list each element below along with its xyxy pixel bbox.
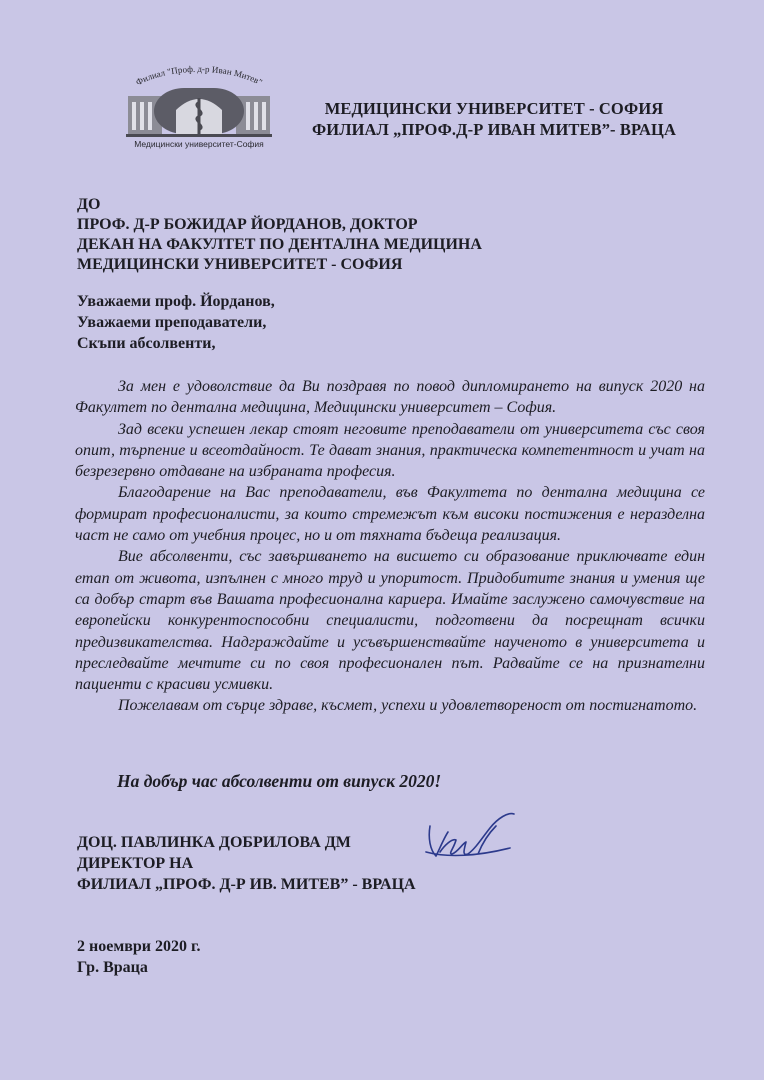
letter-body bbox=[75, 376, 705, 717]
logo-arc-text: Филиал "Проф. д-р Иван Митев" bbox=[134, 63, 265, 88]
body-paragraph-2: Зад всеки успешен лекар стоят неговите преподаватели от университета със своя опит, търпение и всеотдайност. Те дават знания, практическа компетентност и учат на безрезервно отдаване на избраната професия. bbox=[75, 420, 705, 481]
body-paragraph-5: Пожелавам от сърце здраве, късмет, успехи и удовлетвореност от постигнатото. bbox=[118, 697, 698, 715]
body-paragraph-3: Благодарение на Вас преподаватели, във Факултета по дентална медицина се формират професионалисти, за които стремежът към високи постижения е неразделна част не само от учебния процес, но и от тяхната бъдеща реализация. bbox=[75, 484, 705, 545]
addressee-to: ДО bbox=[77, 196, 101, 213]
letter-date: 2 ноември 2020 г. bbox=[77, 938, 201, 955]
letter-place: Гр. Враца bbox=[77, 959, 148, 976]
institution-logo bbox=[106, 58, 292, 150]
institution-header bbox=[292, 98, 696, 140]
addressee-line-2: ДЕКАН НА ФАКУЛТЕТ ПО ДЕНТАЛНА МЕДИЦИНА bbox=[77, 236, 482, 253]
salutation-line-3: Скъпи абсолвенти, bbox=[77, 335, 216, 352]
signatory-name: ДОЦ. ПАВЛИНКА ДОБРИЛОВА ДМ bbox=[77, 834, 351, 851]
logo-bottom-text: Медицински университет-София bbox=[134, 139, 264, 149]
closing-wish: На добър час абсолвенти от випуск 2020! bbox=[117, 771, 442, 791]
salutation-block bbox=[77, 291, 275, 354]
header-line-2: ФИЛИАЛ „ПРОФ.Д-Р ИВАН МИТЕВ”- ВРАЦА bbox=[311, 120, 677, 139]
addressee-block bbox=[77, 195, 482, 275]
body-paragraph-4: Вие абсолвенти, със завършването на висшето си образование приключвате един етап от живота, изпълнен с много труд и упоритост. Придобитите знания и умения ще са добър старт във Вашата професионална кариера. Имайте заслужено самочувствие на европейски конкурентоспособни специалисти, подготвени да посрещнат всички предизвикателства. Надграждайте и усъвършенствайте наученото в университета и преследвайте мечтите си по своя професионален път. Радвайте се на признателни пациенти с красиви усмивки. bbox=[75, 548, 705, 694]
handwritten-signature bbox=[418, 808, 522, 870]
signatory-title-1: ДИРЕКТОР НА bbox=[77, 855, 194, 872]
salutation-line-1: Уважаеми проф. Йорданов, bbox=[77, 293, 275, 310]
addressee-line-1: ПРОФ. Д-Р БОЖИДАР ЙОРДАНОВ, ДОКТОР bbox=[77, 216, 418, 233]
body-paragraph-1: За мен е удоволствие да Ви поздравя по повод дипломирането на випуск 2020 на Факултет по дентална медицина, Медицински университет – София. bbox=[75, 378, 705, 417]
date-place-block bbox=[77, 936, 200, 978]
addressee-line-3: МЕДИЦИНСКИ УНИВЕРСИТЕТ - СОФИЯ bbox=[77, 256, 403, 273]
salutation-line-2: Уважаеми преподаватели, bbox=[77, 314, 267, 331]
signatory-block bbox=[77, 832, 416, 895]
signatory-title-2: ФИЛИАЛ „ПРОФ. Д-Р ИВ. МИТЕВ” - ВРАЦА bbox=[77, 876, 416, 893]
header-line-1: МЕДИЦИНСКИ УНИВЕРСИТЕТ - СОФИЯ bbox=[324, 99, 664, 118]
